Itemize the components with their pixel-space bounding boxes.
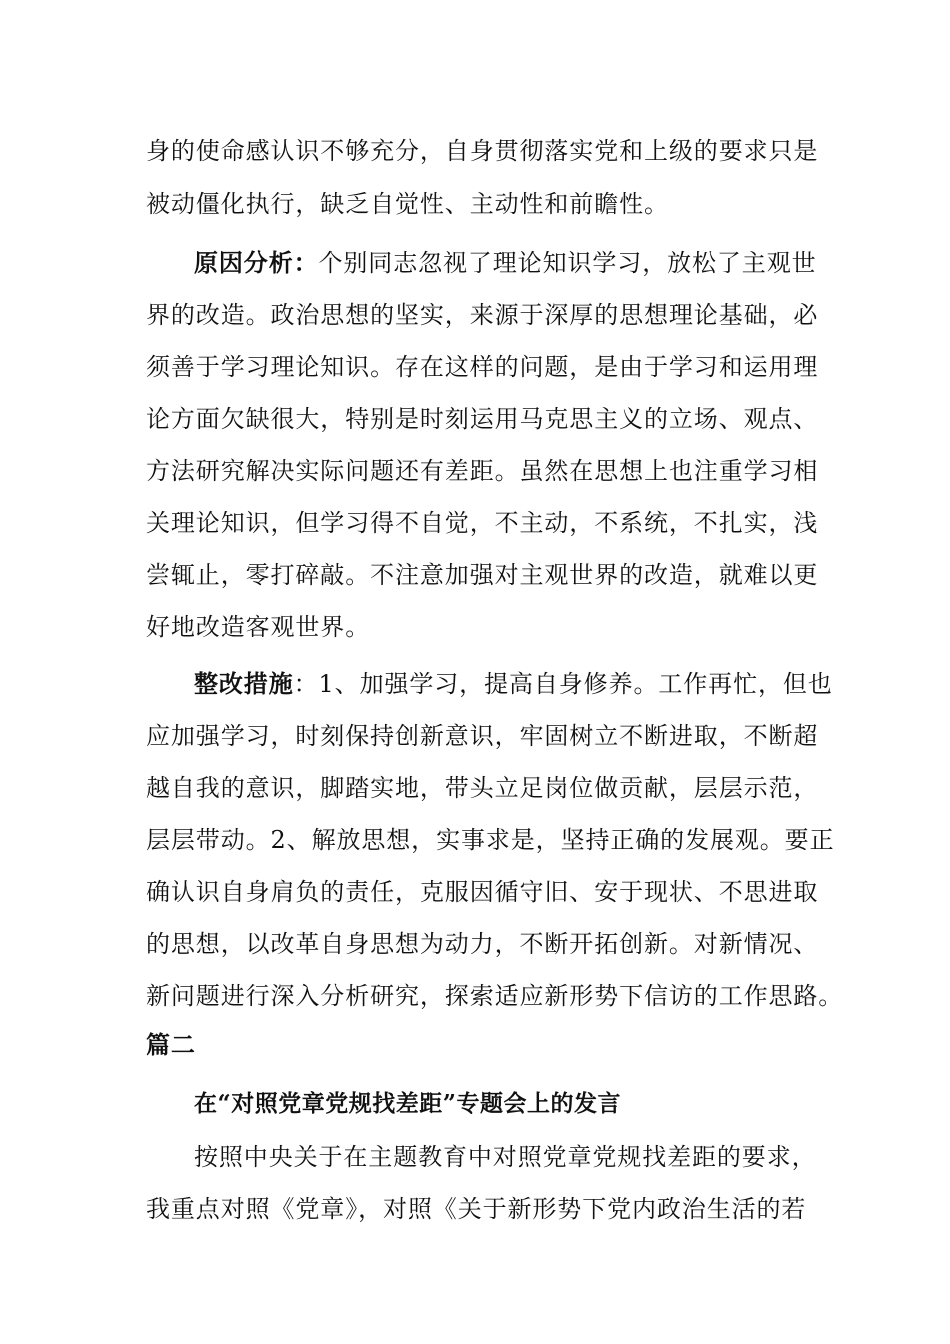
- paragraph-line: 论方面欠缺很大，特别是时刻运用马克思主义的立场、观点、: [146, 405, 819, 433]
- paragraph-line: 确认识自身肩负的责任，克服因循守旧、安于现状、不思进取: [146, 878, 819, 906]
- paragraph-line: 我重点对照《党章》，对照《关于新形势下党内政治生活的若: [146, 1195, 807, 1223]
- section-heading: 篇二: [146, 1030, 196, 1059]
- paragraph-line: 尝辄止，零打碎敲。不注意加强对主观世界的改造，就难以更: [146, 561, 819, 589]
- paragraph-text: 个别同志忽视了理论知识学习，放松了主观世: [318, 249, 817, 277]
- paragraph-line: 方法研究解决实际问题还有差距。虽然在思想上也注重学习相: [146, 457, 819, 485]
- paragraph-line: 须善于学习理论知识。存在这样的问题，是由于学习和运用理: [146, 353, 819, 381]
- paragraph-line: 好地改造客观世界。: [146, 613, 371, 641]
- paragraph-text: ：1、加强学习，提高自身修养。工作再忙，但也: [293, 670, 833, 698]
- paragraph-line: 界的改造。政治思想的坚实，来源于深厚的思想理论基础，必: [146, 301, 819, 329]
- paragraph-line: 应加强学习，时刻保持创新意识，牢固树立不断进取，不断超: [146, 722, 819, 750]
- cause-analysis-label: 原因分析：: [194, 248, 319, 277]
- speech-title: 在“对照党章党规找差距”专题会上的发言: [194, 1090, 621, 1117]
- paragraph-line: 层层带动。2、解放思想，实事求是，坚持正确的发展观。要正: [146, 826, 835, 854]
- paragraph-first-line: [194, 669, 874, 699]
- paragraph-line: 新问题进行深入分析研究，探索适应新形势下信访的工作思路。: [146, 982, 844, 1010]
- paragraph-first-line: [194, 248, 874, 278]
- rectification-measures-label: 整改措施: [194, 669, 294, 698]
- paragraph-line: 关理论知识，但学习得不自觉，不主动，不系统，不扎实，浅: [146, 509, 819, 537]
- paragraph-line: 身的使命感认识不够充分，自身贯彻落实党和上级的要求只是: [146, 137, 819, 165]
- paragraph-line: 越自我的意识，脚踏实地，带头立足岗位做贡献，层层示范，: [146, 774, 819, 802]
- paragraph-first-line: 按照中央关于在主题教育中对照党章党规找差距的要求，: [194, 1143, 817, 1171]
- paragraph-line: 被动僵化执行，缺乏自觉性、主动性和前瞻性。: [146, 190, 669, 218]
- paragraph-line: 的思想，以改革自身思想为动力，不断开拓创新。对新情况、: [146, 930, 819, 958]
